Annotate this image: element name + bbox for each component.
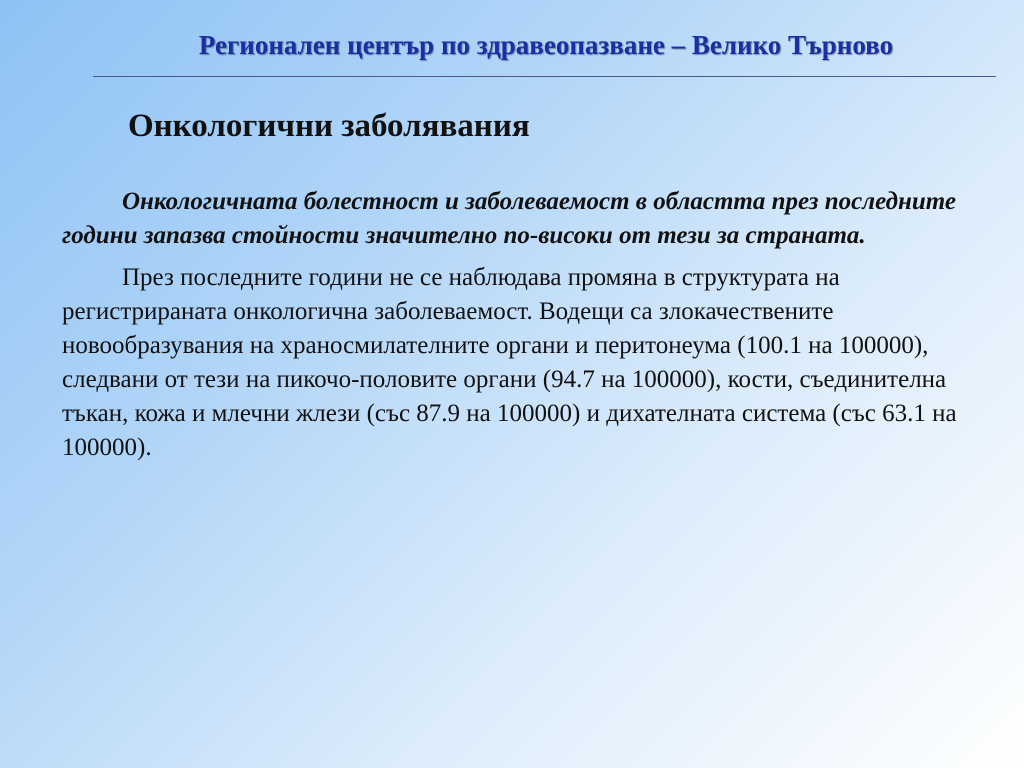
body-paragraph: През последните години не се наблюдава промяна в структурата на регистрираната онкологична заболеваемост. Водещи са злокачествените новообразувания на храносмилателните органи и перитонеума (100.1 на 100000), следвани от тези на пикочо-половите органи (94.7 на 100000), кости, съединителна тъкан, кожа и млечни жлези (със 87.9 на 100000) и дихателната система (със 63.1 на 100000). — [62, 264, 957, 461]
section-heading: Онкологични заболявания — [128, 108, 530, 144]
header-divider — [93, 76, 996, 77]
header-title: Регионален център по здравеопазване – Велико Търново — [198, 30, 894, 60]
lead-paragraph: Онкологичната болестност и заболеваемост в областта през последните години запазва стойности значително по-високи от тези за страната. — [62, 188, 956, 249]
body-text — [62, 185, 962, 469]
